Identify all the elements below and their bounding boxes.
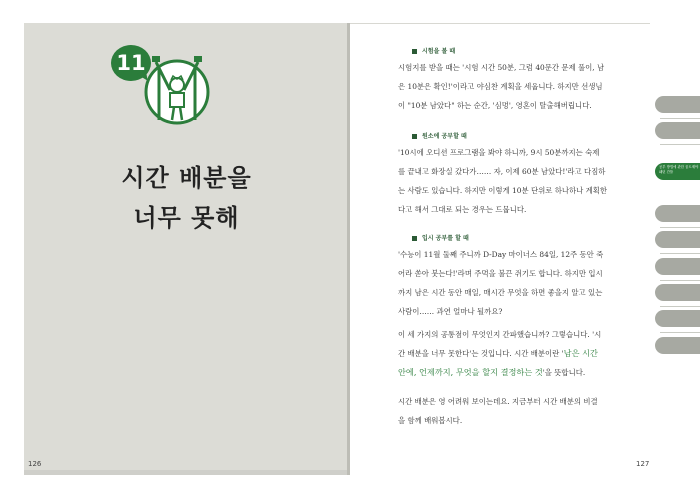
side-tab[interactable] bbox=[655, 231, 700, 248]
section-body: '10시에 오디션 프로그램을 봐야 하니까, 9시 50분까지는 숙제 를 끝내고 화장실 갔다가…… 자, 이제 60분 남았다!'라고 다짐하 는 사람도 있습니다. 하지만 이렇게 10분 단위로 하나하나 계획한 다고 해서 그대로 되는 경우는 드뭅니다. bbox=[398, 148, 608, 214]
closing-paragraph: 시간 배분은 영 어려워 보이는데요. 지금부터 시간 배분의 비결 을 함께 배워봅시다. bbox=[398, 397, 598, 425]
panel-edge bbox=[24, 470, 349, 475]
conclusion-paragraph: 이 세 가지의 공통점이 무엇인지 간파했습니까? 그렇습니다. '시 간 배분을 너무 못한다'는 것입니다. 시간 배분이란 '남은 시간 안에, 언제까지, 무엇을 할지 결정하는 것'을 뜻합니다. bbox=[398, 330, 602, 377]
highlight-text: 남은 시간 bbox=[563, 348, 598, 358]
tab-separator bbox=[660, 280, 700, 281]
chapter-title-line2: 너무 못해 bbox=[133, 204, 240, 232]
side-tab[interactable] bbox=[655, 310, 700, 327]
side-tab[interactable] bbox=[655, 205, 700, 222]
bullet-square-icon bbox=[412, 134, 417, 139]
bullet-square-icon bbox=[412, 236, 417, 241]
side-tab[interactable] bbox=[655, 284, 700, 301]
chapter-title-line1: 시간 배분을 bbox=[121, 164, 252, 192]
section-heading: 입시 공부를 할 때 bbox=[412, 233, 469, 242]
tab-separator bbox=[660, 227, 700, 228]
page-number-right: 127 bbox=[636, 460, 650, 468]
section-body: '수능이 11월 둘째 주니까 D-Day 마이너스 84일, 12주 동안 죽 어라 쏟아 붓는다!'라며 주먹을 불끈 쥐기도 합니다. 하지만 입시 까지 남은 시간 동안 매일, 매시간 무엇을 하면 좋을지 알고 있는 사람이…… 과연 얼마나 될까요? bbox=[398, 250, 604, 316]
section-heading: 시험을 볼 때 bbox=[412, 46, 455, 55]
side-tab[interactable] bbox=[655, 96, 700, 113]
side-tab-active[interactable] bbox=[655, 163, 700, 180]
tab-separator bbox=[660, 118, 700, 119]
side-tab-label: 공부 방법에 관한 꿈도제야 패턴 간틀 bbox=[659, 165, 699, 174]
section-heading: 원소에 공부할 때 bbox=[412, 131, 467, 140]
tab-separator bbox=[660, 306, 700, 307]
person-behind-bars-illustration bbox=[144, 52, 214, 130]
tab-separator bbox=[660, 253, 700, 254]
bullet-square-icon bbox=[412, 49, 417, 54]
tab-separator bbox=[660, 332, 700, 333]
section-body: 시험지를 받을 때는 '시험 시간 50분, 그럼 40문간 문제 풀이, 남 은 10분은 확인!'이라고 야심찬 계획을 세웁니다. 하지만 선생님 이 "10분 남았다" 하는 순간, '심멍', 영혼이 탈출해버립니다. bbox=[398, 63, 605, 110]
side-tab[interactable] bbox=[655, 258, 700, 275]
side-tab[interactable] bbox=[655, 337, 700, 354]
chapter-number-badge: 11 bbox=[111, 45, 151, 81]
side-tab[interactable] bbox=[655, 122, 700, 139]
page-number-left: 126 bbox=[28, 460, 42, 468]
highlight-text: 안에, 언제까지, 무엇을 할지 결정하는 것 bbox=[398, 367, 543, 377]
tab-separator bbox=[660, 144, 700, 145]
